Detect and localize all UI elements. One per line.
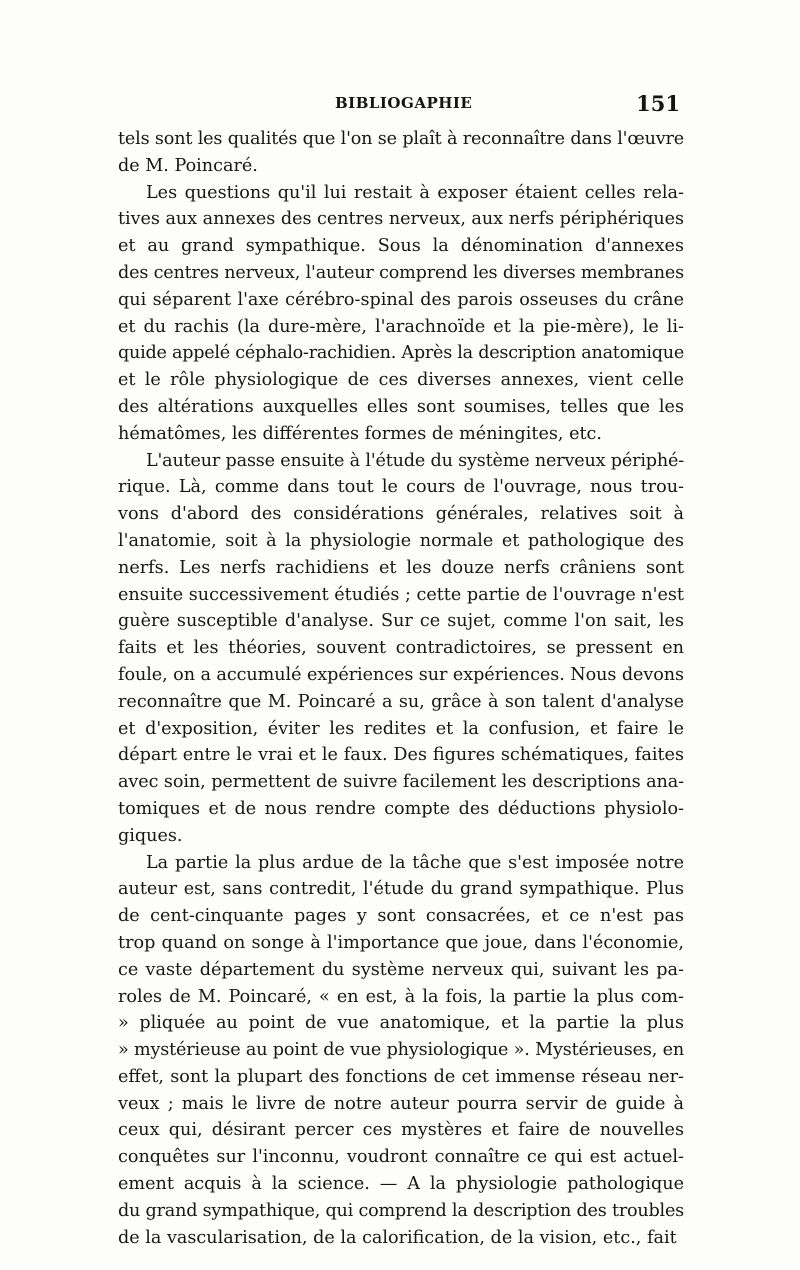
paragraph — [118, 126, 684, 180]
text-line: » pliquée au point de vue anatomique, et la partie la plus — [118, 1013, 684, 1034]
text-line: rique. Là, comme dans tout le cours de l'ouvrage, nous trou- — [118, 477, 684, 498]
text-line: hématômes, les différentes formes de méningites, etc. — [118, 423, 602, 444]
text-line: de M. Poincaré. — [118, 155, 258, 176]
page-number: 151 — [636, 91, 680, 116]
text-line: et d'exposition, éviter les redites et la confusion, et faire le — [118, 718, 684, 739]
text-line: effet, sont la plupart des fonctions de cet immense réseau ner- — [118, 1066, 684, 1087]
paragraph — [118, 180, 684, 448]
text-line: conquêtes sur l'inconnu, voudront connaître ce qui est actuel- — [118, 1147, 684, 1168]
text-line: ensuite successivement étudiés ; cette partie de l'ouvrage n'est — [118, 584, 684, 605]
text-line: Les questions qu'il lui restait à exposer étaient celles rela- — [146, 182, 684, 203]
text-line: tels sont les qualités que l'on se plaît à reconnaître dans l'œuvre — [118, 129, 685, 149]
text-line: roles de M. Poincaré, « en est, à la fois, la partie la plus com- — [118, 986, 684, 1007]
text-line: ceux qui, désirant percer ces mystères et faire de nouvelles — [118, 1120, 684, 1141]
text-line: La partie la plus ardue de la tâche que s'est imposée notre — [146, 852, 684, 873]
text-line: avec soin, permettent de suivre facilement les descriptions ana- — [118, 772, 685, 793]
text-line: ce vaste département du système nerveux qui, suivant les pa- — [118, 959, 684, 980]
text-line: vons d'abord des considérations générales, relatives soit à — [118, 504, 684, 525]
text-line: tomiques et de nous rendre compte des déductions physiolo- — [118, 798, 684, 819]
paragraph — [118, 850, 684, 1252]
text-line: des altérations auxquelles elles sont soumises, telles que les — [118, 396, 684, 417]
text-line: des centres nerveux, l'auteur comprend les diverses membranes — [118, 262, 685, 283]
text-line: et le rôle physiologique de ces diverses annexes, vient celle — [118, 370, 684, 391]
text-line: et du rachis (la dure-mère, l'arachnoïde et la pie-mère), le li- — [118, 316, 684, 337]
text-line: faits et les théories, souvent contradictoires, se pressent en — [118, 638, 684, 659]
text-line: reconnaître que M. Poincaré a su, grâce à son talent d'analyse — [118, 691, 684, 712]
text-line: de cent-cinquante pages y sont consacrées, et ce n'est pas — [118, 906, 684, 927]
running-head — [120, 91, 680, 118]
text-line: tives aux annexes des centres nerveux, aux nerfs périphériques — [118, 209, 684, 230]
text-line: et au grand sympathique. Sous la dénomination d'annexes — [118, 236, 684, 257]
text-line: guère susceptible d'analyse. Sur ce sujet, comme l'on sait, les — [118, 611, 684, 632]
text-body — [118, 126, 684, 1251]
text-line: giques. — [118, 825, 183, 846]
text-line: quide appelé céphalo-rachidien. Après la description anatomique — [118, 343, 684, 364]
text-line: ement acquis à la science. — A la physiologie pathologique — [118, 1174, 684, 1195]
text-line: de la vascularisation, de la calorification, de la vision, etc., fait — [118, 1227, 677, 1248]
text-line: du grand sympathique, qui comprend la description des troubles — [118, 1200, 684, 1221]
text-line: qui séparent l'axe cérébro-spinal des parois osseuses du crâne — [118, 289, 684, 310]
text-line: » mystérieuse au point de vue physiologique ». Mystérieuses, en — [118, 1040, 684, 1061]
running-title: BIBLIOGAPHIE — [335, 94, 473, 112]
text-line: L'auteur passe ensuite à l'étude du système nerveux périphé- — [146, 450, 685, 471]
text-line: nerfs. Les nerfs rachidiens et les douze nerfs crâniens sont — [118, 557, 684, 578]
text-line: auteur est, sans contredit, l'étude du grand sympathique. Plus — [118, 879, 684, 900]
text-line: trop quand on songe à l'importance que joue, dans l'économie, — [118, 932, 684, 953]
text-line: veux ; mais le livre de notre auteur pourra servir de guide à — [118, 1093, 684, 1114]
text-line: l'anatomie, soit à la physiologie normale et pathologique des — [118, 530, 684, 551]
text-line: départ entre le vrai et le faux. Des figures schématiques, faites — [118, 745, 684, 766]
paragraph — [118, 448, 684, 850]
text-line: foule, on a accumulé expériences sur expériences. Nous devons — [118, 664, 684, 685]
